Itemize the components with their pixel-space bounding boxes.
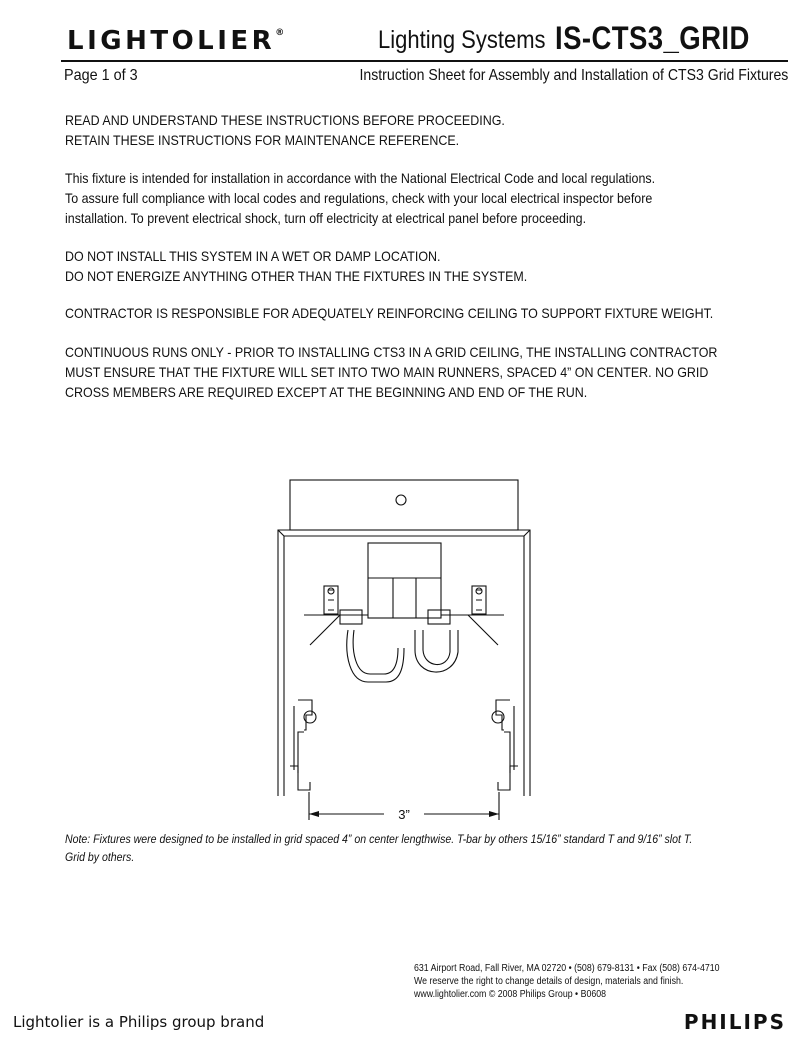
read-instructions-warning [65, 110, 505, 150]
wet-location-warning [65, 246, 527, 286]
brand-statement: Lightolier is a Philips group brand [13, 1013, 265, 1031]
text-line: RETAIN THESE INSTRUCTIONS FOR MAINTENANCE REFERENCE. [65, 132, 460, 148]
installation-note [65, 830, 692, 866]
document-code: IS-CTS3_GRID [555, 20, 750, 56]
ceiling-warning [65, 303, 713, 323]
text-line: DO NOT ENERGIZE ANYTHING OTHER THAN THE FIXTURES IN THE SYSTEM. [65, 268, 528, 284]
sheet-title: Instruction Sheet for Assembly and Installation of CTS3 Grid Fixtures [359, 67, 788, 84]
text-line: DO NOT INSTALL THIS SYSTEM IN A WET OR DAMP LOCATION. [65, 248, 441, 264]
right-lamp-loop [415, 630, 458, 672]
text-line: CONTRACTOR IS RESPONSIBLE FOR ADEQUATELY REINFORCING CEILING TO SUPPORT FIXTURE WEIGHT. [65, 305, 714, 321]
text-line: CROSS MEMBERS ARE REQUIRED EXCEPT AT THE BEGINNING AND END OF THE RUN. [65, 384, 588, 400]
ballast-block [368, 543, 441, 618]
intro-paragraph [65, 168, 655, 228]
lighting-systems-label: Lighting Systems [378, 26, 546, 54]
right-screw-icon [476, 588, 482, 594]
text-line: Grid by others. [65, 850, 135, 864]
text-line: MUST ENSURE THAT THE FIXTURE WILL SET INTO TWO MAIN RUNNERS, SPACED 4” ON CENTER. NO GRID [65, 364, 709, 380]
left-screw-icon [328, 588, 334, 594]
inner-housing-wall [284, 536, 524, 796]
left-socket [340, 610, 362, 624]
text-line: We reserve the right to change details of design, materials and finish. [414, 976, 684, 987]
page-number: Page 1 of 3 [64, 67, 138, 84]
arrowhead-right [489, 811, 499, 817]
text-line: 631 Airport Road, Fall River, MA 02720 • (508) 679-8131 • Fax (508) 674-4710 [414, 963, 720, 974]
fixture-cross-section-diagram [268, 470, 540, 830]
text-line: This fixture is intended for installation in accordance with the National Electrical Code and local regulations. [65, 170, 656, 186]
right-socket [428, 610, 450, 624]
company-address-block [414, 962, 720, 1001]
text-line: www.lightolier.com © 2008 Philips Group • B0608 [414, 989, 607, 1000]
text-line: installation. To prevent electrical shock, turn off electricity at electrical panel before proceeding. [65, 210, 587, 226]
spring-clips [310, 615, 498, 645]
text-line: To assure full compliance with local codes and regulations, check with your local electrical inspector before [65, 190, 653, 206]
philips-logo: PHILIPS [683, 1010, 786, 1034]
registered-mark: ® [275, 28, 285, 38]
header-divider [61, 60, 788, 62]
text-line: Note: Fixtures were designed to be installed in grid spaced 4” on center lengthwise. T-bar by others 15/16” standard T and 9/16” slot T. [65, 832, 693, 846]
top-housing [290, 480, 518, 530]
text-line: READ AND UNDERSTAND THESE INSTRUCTIONS BEFORE PROCEEDING. [65, 112, 505, 128]
logo-text: LIGHTOLIER [67, 26, 276, 56]
outer-housing-wall [278, 530, 530, 796]
continuous-runs-warning [65, 342, 717, 402]
text-line: CONTINUOUS RUNS ONLY - PRIOR TO INSTALLING CTS3 IN A GRID CEILING, THE INSTALLING CONTRACTOR [65, 344, 718, 360]
dimension-label: 3” [398, 807, 410, 822]
arrowhead-left [309, 811, 319, 817]
lightolier-logo [67, 26, 284, 56]
mounting-hole [396, 495, 406, 505]
